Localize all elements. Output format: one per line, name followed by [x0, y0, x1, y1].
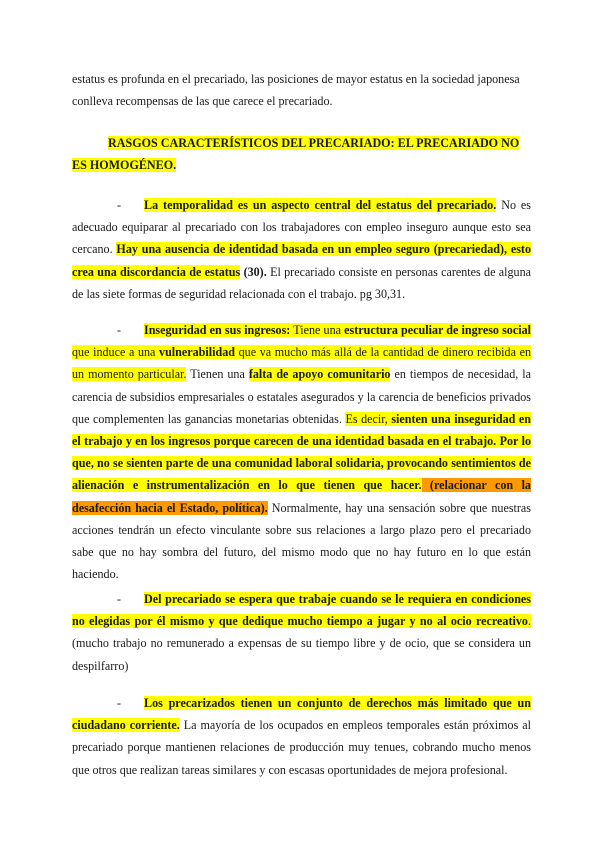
derechos-text: La mayoría de los ocupados en empleos temporales están próximos al precariado porque mantienen relaciones de producción muy tenues, cobrando mucho menos que otros que realizan tareas similares y con escasas oportunidades de mejora profesional. — [72, 718, 531, 777]
es-decir: Es decir, — [345, 411, 388, 426]
paragraph-inseguridad — [72, 319, 531, 585]
sienten-inseguridad: sienten una inseguridad en el trabajo y en los ingresos porque carecen de una identidad basada en el trabajo. Por lo que, no se sienten parte de una comunidad laboral solidaria, provocando sentimientos de alienación e instrumentalización en lo que tienen que hacer. — [72, 411, 531, 493]
estructura-ingreso: estructura peculiar de ingreso social — [344, 323, 531, 337]
inseguridad-text-4: Tienen una — [186, 367, 249, 382]
bullet-dash: - — [117, 592, 122, 606]
paragraph-trabajo — [72, 588, 531, 677]
temporalidad-text-1: No es adecuado equiparar al precariado con los trabajadores con empleo inseguro aunque esto sea cercano. — [72, 198, 531, 257]
intro-line-2: conlleva recompensas de las que carece el precariado. — [72, 94, 333, 109]
bullet-dash: - — [117, 323, 122, 337]
trabajo-note: (mucho trabajo no remunerado a expensas de su tiempo libre y de ocio, que se considera un despilfarro) — [72, 636, 531, 673]
heading-text: RASGOS CARACTERÍSTICOS DEL PRECARIADO: EL PRECARIADO NO ES HOMOGÉNEO. — [72, 136, 520, 173]
vulnerabilidad: vulnerabilidad — [159, 345, 235, 360]
inseguridad-lead: Inseguridad en sus ingresos: — [144, 323, 291, 337]
intro-paragraph — [72, 68, 531, 112]
paragraph-temporalidad — [72, 194, 531, 305]
intro-line-1: estatus es profunda en el precariado, las posiciones de mayor estatus en la sociedad japonesa — [72, 72, 520, 86]
inseguridad-text-1: Tiene una — [290, 323, 345, 337]
inseguridad-text-5: en tiempos de necesidad, la carencia de subsidios empresariales o estatales asegurados y la carencia de beneficios privados que complementen las ganancias monetarias obtenidas. — [72, 367, 531, 426]
paragraph-derechos — [72, 692, 531, 781]
identidad-highlight: Hay una ausencia de identidad basada en un empleo seguro (precariedad), esto crea una discordancia de estatus — [72, 242, 532, 279]
temporalidad-text-2: El precariado consiste en personas carentes de alguna de las siete formas de seguridad relacionada con el trabajo. pg 30,31. — [72, 264, 532, 301]
trabajo-lead: Del precariado se espera que trabaje cuando se le requiera en condiciones no elegidas por él mismo y que dedique mucho tiempo a jugar y no al ocio recreativo — [72, 592, 531, 629]
trabajo-period: . — [527, 614, 531, 629]
inseguridad-text-6: Normalmente, hay una sensación sobre que nuestras acciones tendrán un efecto vinculante sobre sus relaciones a largo plazo pero el precariado sabe que no hay sombra del futuro, del mismo modo que no hay futuro en lo que están haciendo. — [72, 500, 532, 582]
identidad-ref: (30). — [240, 264, 267, 279]
apoyo-comunitario: falta de apoyo comunitario — [248, 367, 391, 382]
derechos-lead: Los precarizados tienen un conjunto de derechos más limitado que un ciudadano corriente. — [72, 696, 531, 733]
inseguridad-text-2: que induce a una — [72, 345, 160, 360]
bullet-dash: - — [117, 198, 122, 212]
desafeccion-note: (relacionar con la desafección hacia el Estado, política). — [72, 478, 531, 515]
section-heading — [72, 132, 531, 176]
bullet-dash: - — [117, 696, 122, 710]
inseguridad-text-3: que va mucho más allá de la cantidad de dinero recibida en un momento particular. — [72, 345, 531, 382]
temporalidad-lead: La temporalidad es un aspecto central del estatus del precariado. — [144, 198, 497, 212]
